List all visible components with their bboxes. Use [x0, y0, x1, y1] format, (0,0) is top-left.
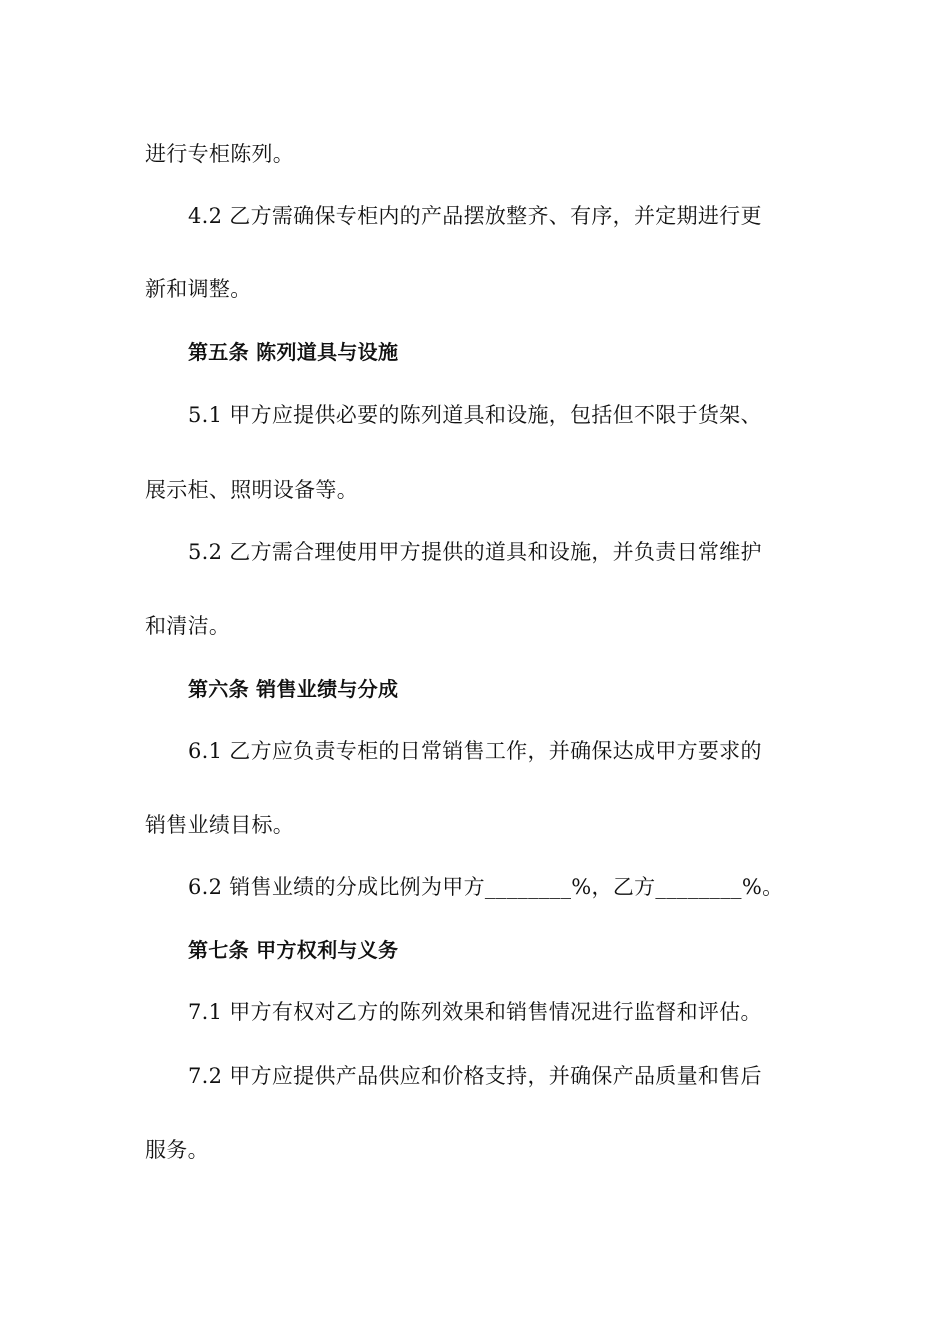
clause-7-2-line-2: 服务。 — [145, 1138, 209, 1162]
section-heading-5: 第五条 陈列道具与设施 — [188, 340, 399, 364]
clause-7-1-line: 7.1 甲方有权对乙方的陈列效果和销售情况进行监督和评估。 — [188, 1000, 762, 1024]
clause-6-2-line: 6.2 销售业绩的分成比例为甲方________%，乙方________%。 — [188, 875, 784, 899]
clause-5-2-line-2: 和清洁。 — [145, 614, 231, 638]
clause-4-2-line-1: 4.2 乙方需确保专柜内的产品摆放整齐、有序，并定期进行更 — [188, 204, 762, 228]
clause-4-2-line-2: 新和调整。 — [145, 277, 252, 301]
clause-7-2-line-1: 7.2 甲方应提供产品供应和价格支持，并确保产品质量和售后 — [188, 1064, 762, 1088]
section-heading-7: 第七条 甲方权利与义务 — [188, 938, 399, 962]
clause-6-1-line-2: 销售业绩目标。 — [145, 813, 295, 837]
clause-5-2-line-1: 5.2 乙方需合理使用甲方提供的道具和设施，并负责日常维护 — [188, 540, 762, 564]
section-heading-6: 第六条 销售业绩与分成 — [188, 677, 399, 701]
clause-5-1-line-1: 5.1 甲方应提供必要的陈列道具和设施，包括但不限于货架、 — [188, 403, 762, 427]
body-text-line: 进行专柜陈列。 — [145, 142, 295, 166]
clause-6-1-line-1: 6.1 乙方应负责专柜的日常销售工作，并确保达成甲方要求的 — [188, 739, 762, 763]
clause-5-1-line-2: 展示柜、照明设备等。 — [145, 478, 358, 502]
